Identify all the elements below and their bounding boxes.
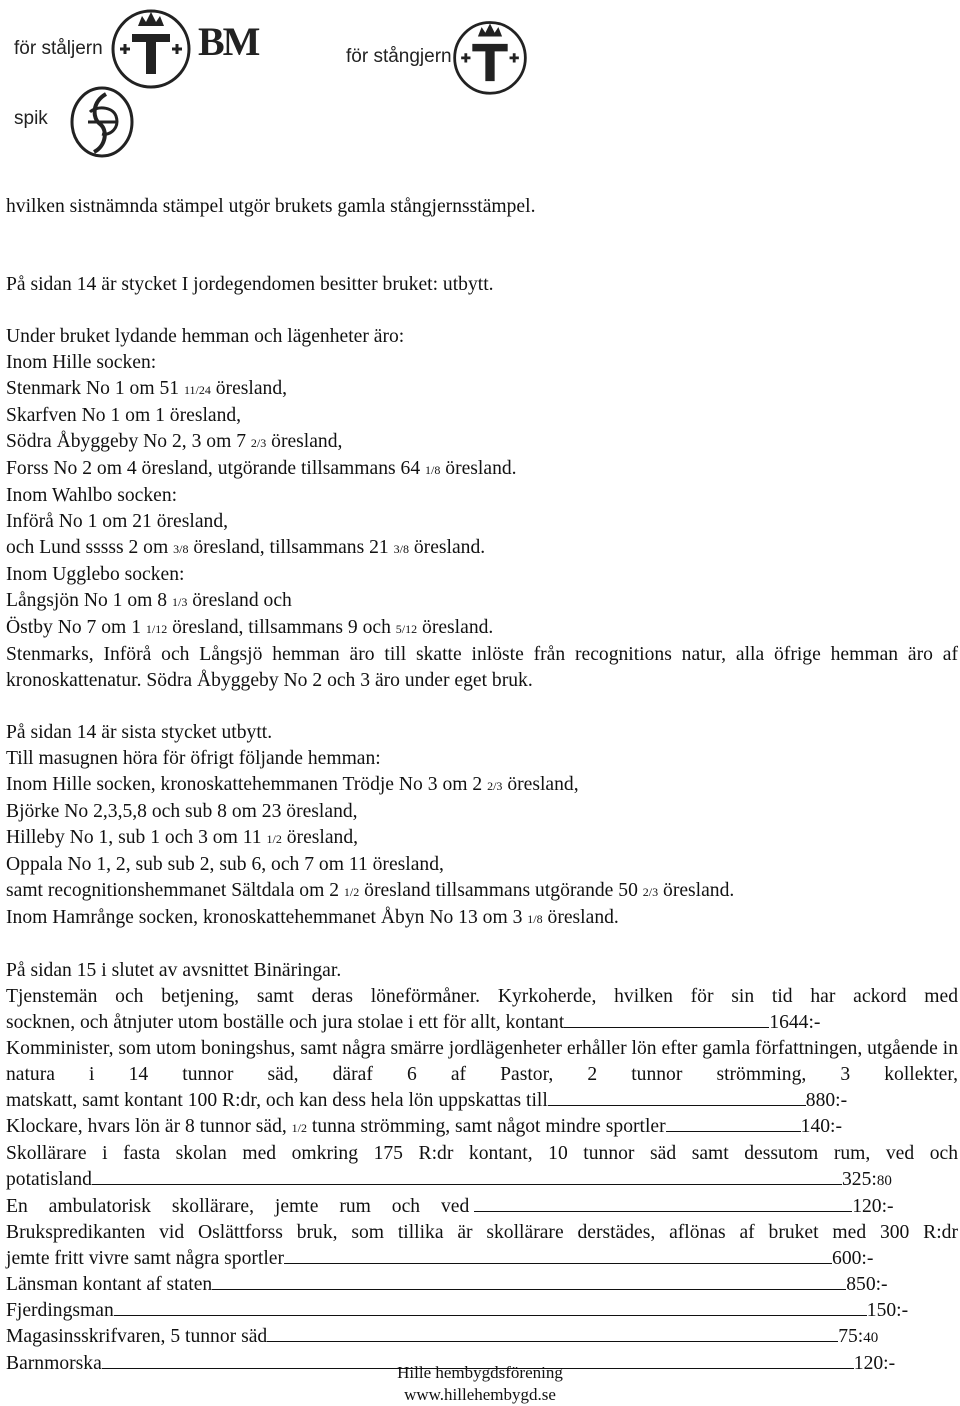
footer-org: Hille hembygdsförening [397,1363,563,1382]
salary-line-fjerdingsman: Fjerdingsman 150:- [6,1300,909,1321]
fill-line [212,1272,846,1290]
fraction: 2/3 [250,436,267,450]
text-line: Inom Hamrånge socken, kronoskattehemmanet Åbyn No 13 om 3 1/8 öresland. [6,907,619,928]
salary-line-ambulatorisk: En ambulatorisk skollärare, jemte rum och ved 120:- [6,1196,894,1217]
fill-line [267,1324,838,1342]
text-paragraph: Stenmarks, Införå och Långsjö hemman äro till skatte inlöste från recognitions natur, alla öfrige hemman äro af kronoskattenatur. Södra Åbyggeby No 2 och 3 äro under eget bruk. [6,644,958,691]
monogram-stamp-icon [66,82,138,160]
text-line: och Lund sssss 2 om 3/8 öresland, tillsammans 21 3/8 öresland. [6,537,486,558]
text-line: Långsjön No 1 om 8 1/3 öresland och [6,590,292,611]
fill-line [114,1298,867,1316]
document-body [6,194,958,1377]
salary-line-lansman: Länsman kontant af staten 850:- [6,1274,888,1295]
fraction: 1/2 [291,1121,308,1135]
salary-line-magasinsskrifvare: Magasinsskrifvaren, 5 tunnor säd 75:40 [6,1326,879,1347]
text-line: På sidan 15 i slutet av avsnittet Binäringar. [6,960,342,981]
text-line: Inom Ugglebo socken: [6,564,185,585]
paragraph-stamp: hvilken sistnämnda stämpel utgör brukets gamla stångjernsstämpel. [6,196,536,217]
paragraph-page14-first: På sidan 14 är stycket I jordegendomen besitter bruket: utbytt. [6,274,494,295]
footer-url[interactable]: www.hillehembygd.se [404,1385,556,1404]
fraction: 1/2 [343,885,360,899]
text-line: Forss No 2 om 4 öresland, utgörande tillsammans 64 1/8 öresland. [6,458,517,479]
fill-line [474,1194,852,1212]
fraction: 1/3 [172,595,188,609]
text-line: Södra Åbyggeby No 2, 3 om 7 2/3 öresland, [6,431,343,452]
text-line: Skarfven No 1 om 1 öresland, [6,405,242,426]
text-line: Tjenstemän och betjening, samt deras löneförmåner. Kyrkoherde, hvilken för sin tid har ackord med [6,986,958,1007]
fraction: 3/8 [173,542,189,556]
text-line: Införå No 1 om 21 öresland, [6,511,229,532]
text-line: Till masugnen höra för öfrigt följande hemman: [6,748,381,769]
fraction: 5/12 [395,622,418,636]
fraction: 2/3 [487,779,503,793]
text-line: Under bruket lydande hemman och lägenheter äro: [6,326,405,347]
text-line: Oppala No 1, 2, sub sub 2, sub 6, och 7 om 11 öresland, [6,854,444,875]
stangjern-label: för stångjern [346,46,452,67]
staljern-label: för ståljern [14,38,103,59]
page-footer [0,1362,960,1406]
fraction: 1/2 [266,832,282,846]
salary-line-komminister: matskatt, samt kontant 100 R:dr, och kan dess hela lön uppskattas till 880:- [6,1090,848,1111]
fraction: 3/8 [393,542,409,556]
fill-line [548,1088,806,1106]
text-line: Skollärare i fasta skolan med omkring 175 R:dr kontant, 10 tunnor säd samt dessutom rum, ved och [6,1143,958,1164]
text-line: Hilleby No 1, sub 1 och 3 om 11 1/2 öresland, [6,827,359,848]
fill-line [564,1010,769,1028]
text-line: samt recognitionshemmanet Sältdala om 2 1/2 öresland tillsammans utgörande 50 2/3 öresland. [6,880,735,901]
text-line: Östby No 7 om 1 1/12 öresland, tillsammans 9 och 5/12 öresland. [6,617,494,638]
bm-label: BM [198,19,259,64]
fraction: 11/24 [183,383,211,397]
text-line: Stenmark No 1 om 51 11/24 öresland, [6,378,288,399]
salary-line-kyrkoherde: socknen, och åtnjuter utom boställe och jura stolae i ett för allt, kontant 1644:- [6,1012,821,1033]
block-masugn [6,720,958,932]
text-paragraph: Komminister, som utom boningshus, samt några smärre jordlägenheter erhåller lön efter gamla författningen, utgående in natura i 14 tunnor säd, däraf 6 af Pastor, 2 tunnor strömming, 3 kollekter, [6,1038,958,1085]
fill-line [284,1246,832,1264]
salary-line-skollarare: potatisland 325:80 [6,1169,892,1190]
fraction: 2/3 [642,885,659,899]
text-line: Brukspredikanten vid Oslättforss bruk, som tillika är skollärare derstädes, aflönas af bruket med 300 R:dr [6,1222,958,1243]
text-line: På sidan 14 är sista stycket utbytt. [6,722,273,743]
crown-t-stamp-icon-2 [450,16,530,96]
text-line: Inom Hille socken, kronoskattehemmanen Trödje No 3 om 2 2/3 öresland, [6,774,579,795]
fraction: 1/8 [425,463,441,477]
text-line: Björke No 2,3,5,8 och sub 8 om 23 öresland, [6,801,358,822]
text-line: Inom Hille socken: [6,352,157,373]
salary-line-barnmorska: Barnmorska 120:- [6,1353,896,1374]
salary-line-brukspredikant: jemte fritt vivre samt några sportler 600:- [6,1248,874,1269]
block-hemman [6,324,958,694]
fraction: 1/8 [527,912,543,926]
fill-line [92,1167,842,1185]
crown-t-stamp-icon [108,4,194,90]
fraction: 1/12 [145,622,168,636]
text-line: Inom Wahlbo socken: [6,485,178,506]
salary-line-klockare: Klockare, hvars lön är 8 tunnor säd, 1/2 tunna strömming, samt något mindre sportler 140:- [6,1116,842,1137]
stamp-header [0,0,960,180]
spik-label: spik [14,108,48,129]
block-loner [6,958,958,1377]
fill-line [666,1114,801,1132]
